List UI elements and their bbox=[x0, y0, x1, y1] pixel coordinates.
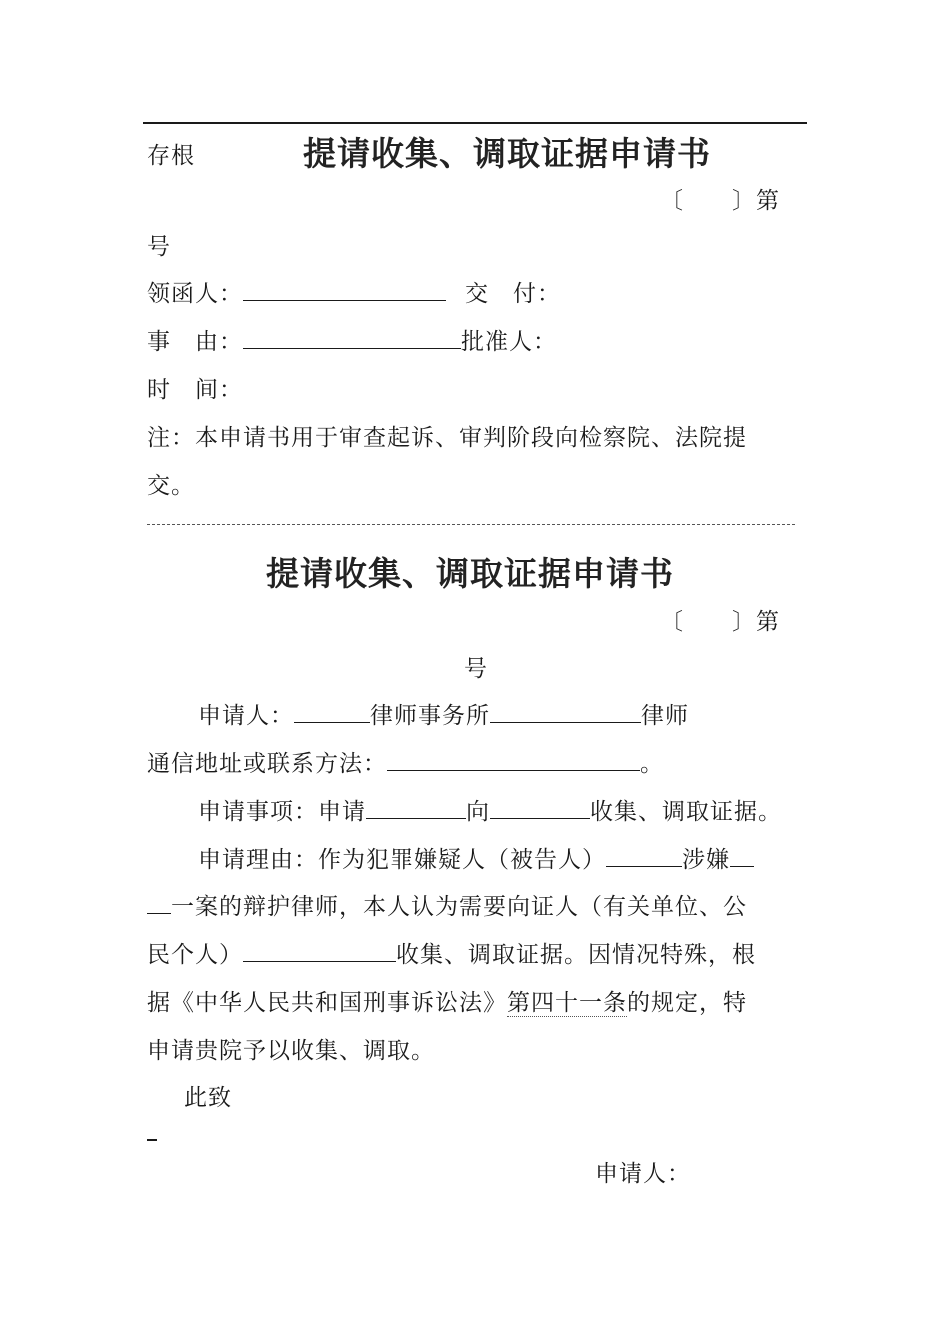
stub-recipient-row bbox=[147, 275, 446, 308]
reason-line2: 一案的辩护律师，本人认为需要向证人（有关单位、公 bbox=[171, 894, 747, 920]
stub-number-prefix: 〔 〕第 bbox=[660, 188, 780, 214]
approver-label: 批准人： bbox=[461, 329, 557, 355]
reason-row-5: 申请贵院予以收集、调取。 bbox=[147, 1038, 435, 1064]
contact-row bbox=[147, 745, 664, 778]
lawyer-name-blank[interactable] bbox=[490, 721, 641, 723]
law-firm-text: 律师事务所 bbox=[370, 703, 490, 729]
recipient-label: 领函人： bbox=[147, 281, 243, 307]
applicant-row bbox=[198, 697, 689, 730]
reason-row-2 bbox=[147, 888, 747, 921]
reason-line3a: 民个人） bbox=[147, 942, 243, 968]
stub-number-suffix: 号 bbox=[147, 234, 171, 260]
lawyer-text: 律师 bbox=[641, 703, 689, 729]
reason-suspect: 涉嫌 bbox=[682, 847, 730, 873]
reason-row-3 bbox=[147, 936, 756, 969]
reason-row-4 bbox=[147, 984, 747, 1017]
charge-blank-a[interactable] bbox=[730, 865, 754, 867]
stub-reason-row bbox=[147, 323, 557, 356]
form-title: 提请收集、调取证据申请书 bbox=[266, 554, 674, 593]
reason-label: 事 由： bbox=[147, 329, 243, 355]
suspect-name-blank[interactable] bbox=[606, 865, 682, 867]
contact-blank[interactable] bbox=[387, 769, 640, 771]
contact-period: 。 bbox=[640, 751, 664, 777]
reason-line3b: 收集、调取证据。因情况特殊，根 bbox=[396, 942, 756, 968]
sign-label: 申请人： bbox=[595, 1161, 691, 1187]
recipient-stub-mark bbox=[147, 1139, 157, 1141]
witness-blank[interactable] bbox=[243, 960, 396, 962]
stub-note-line2: 交。 bbox=[147, 473, 195, 499]
time-label: 时 间： bbox=[147, 377, 243, 403]
firm-name-blank[interactable] bbox=[294, 721, 370, 723]
cut-line bbox=[147, 524, 795, 525]
top-rule bbox=[143, 122, 807, 124]
reason-blank[interactable] bbox=[243, 347, 461, 349]
matter-to: 向 bbox=[466, 799, 490, 825]
delivery-label: 交 付： bbox=[465, 281, 561, 307]
applicant-label: 申请人： bbox=[198, 703, 294, 729]
article-link[interactable]: 第四十一条 bbox=[507, 990, 627, 1016]
matter-row bbox=[198, 793, 782, 826]
charge-blank-b[interactable] bbox=[147, 912, 171, 914]
reason-line4a: 据《中华人民共和国刑事诉讼法》 bbox=[147, 990, 507, 1016]
salutation: 此致 bbox=[184, 1085, 232, 1111]
stub-title: 提请收集、调取证据申请书 bbox=[303, 134, 711, 173]
contact-label: 通信地址或联系方法： bbox=[147, 751, 387, 777]
matter-source-blank[interactable] bbox=[490, 817, 590, 819]
stub-note-line1: 注：本申请书用于审查起诉、审判阶段向检察院、法院提 bbox=[147, 425, 747, 451]
form-number-prefix: 〔 〕第 bbox=[660, 609, 780, 635]
stub-label: 存根 bbox=[147, 143, 195, 169]
matter-target-blank[interactable] bbox=[366, 817, 466, 819]
matter-end: 收集、调取证据。 bbox=[590, 799, 782, 825]
reason-row-1 bbox=[198, 841, 754, 874]
reason-line4b: 的规定，特 bbox=[627, 990, 747, 1016]
form-number-suffix: 号 bbox=[464, 656, 488, 682]
matter-label: 申请事项：申请 bbox=[198, 799, 366, 825]
reason-start: 申请理由：作为犯罪嫌疑人（被告人） bbox=[198, 847, 606, 873]
recipient-blank[interactable] bbox=[243, 299, 446, 301]
